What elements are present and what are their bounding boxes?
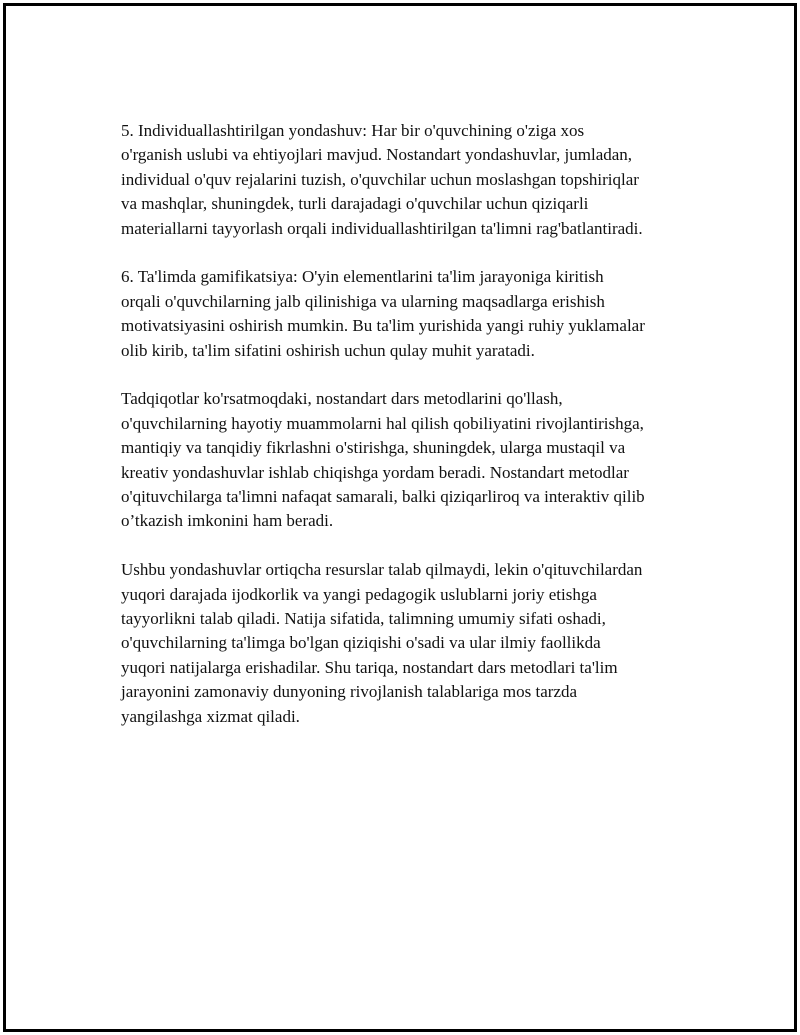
text-line: yuqori darajada ijodkorlik va yangi pedagogik uslublarni joriy etishga (121, 584, 597, 604)
text-line: 5. Individuallashtirilgan yondashuv: Har bir o'quvchining o'ziga xos (121, 121, 585, 140)
text-line: va mashqlar, shuningdek, turli darajadagi o'quvchilar uchun qiziqarli (121, 194, 589, 214)
text-line: tayyorlikni talab qiladi. Natija sifatida, talimning umumiy sifati oshadi, (121, 609, 606, 629)
paragraph-gamification (121, 265, 701, 363)
text-line: kreativ yondashuvlar ishlab chiqishga yordam beradi. Nostandart metodlar (121, 462, 629, 482)
text-line: individual o'quv rejalarini tuzish, o'quvchilar uchun moslashgan topshiriqlar (121, 169, 639, 189)
text-line: mantiqiy va tanqidiy fikrlashni o'stirishga, shuningdek, ularga mustaqil va (121, 438, 626, 458)
text-line: o'quvchilarning ta'limga bo'lgan qiziqishi o'sadi va ular ilmiy faollikda (121, 633, 601, 653)
text-line: 6. Ta'limda gamifikatsiya: O'yin elementlarini ta'lim jarayoniga kiritish (121, 267, 604, 287)
text-line: Tadqiqotlar ko'rsatmoqdaki, nostandart dars metodlarini qo'llash, (121, 389, 563, 409)
text-line: o’tkazish imkonini ham beradi. (121, 511, 334, 531)
text-line: o'qituvchilarga ta'limni nafaqat samarali, balki qiziqarliroq va interaktiv qilib (121, 487, 645, 507)
paragraph-individualization (121, 119, 701, 241)
text-line: motivatsiyasini oshirish mumkin. Bu ta'lim yurishida yangi ruhiy yuklamalar (121, 316, 645, 336)
paragraph-conclusion (121, 558, 701, 729)
text-line: materiallarni tayyorlash orqali individuallashtirilgan ta'limni rag'batlantiradi. (121, 218, 643, 238)
document-body (121, 119, 701, 754)
text-line: jarayonini zamonaviy dunyoning rivojlanish talablariga mos tarzda (121, 682, 578, 702)
text-line: o'rganish uslubi va ehtiyojlari mavjud. Nostandart yondashuvlar, jumladan, (121, 145, 633, 165)
text-line: o'quvchilarning hayotiy muammolarni hal qilish qobiliyatini rivojlantirishga, (121, 413, 644, 433)
text-line: orqali o'quvchilarning jalb qilinishiga va ularning maqsadlarga erishish (121, 291, 605, 311)
text-line: yangilashga xizmat qiladi. (121, 706, 300, 726)
text-line: Ushbu yondashuvlar ortiqcha resurslar talab qilmaydi, lekin o'qituvchilardan (121, 560, 643, 580)
paragraph-research-findings (121, 387, 701, 533)
text-line: olib kirib, ta'lim sifatini oshirish uchun qulay muhit yaratadi. (121, 340, 535, 360)
text-line: yuqori natijalarga erishadilar. Shu tariqa, nostandart dars metodlari ta'lim (121, 657, 618, 677)
document-page (3, 3, 797, 1032)
